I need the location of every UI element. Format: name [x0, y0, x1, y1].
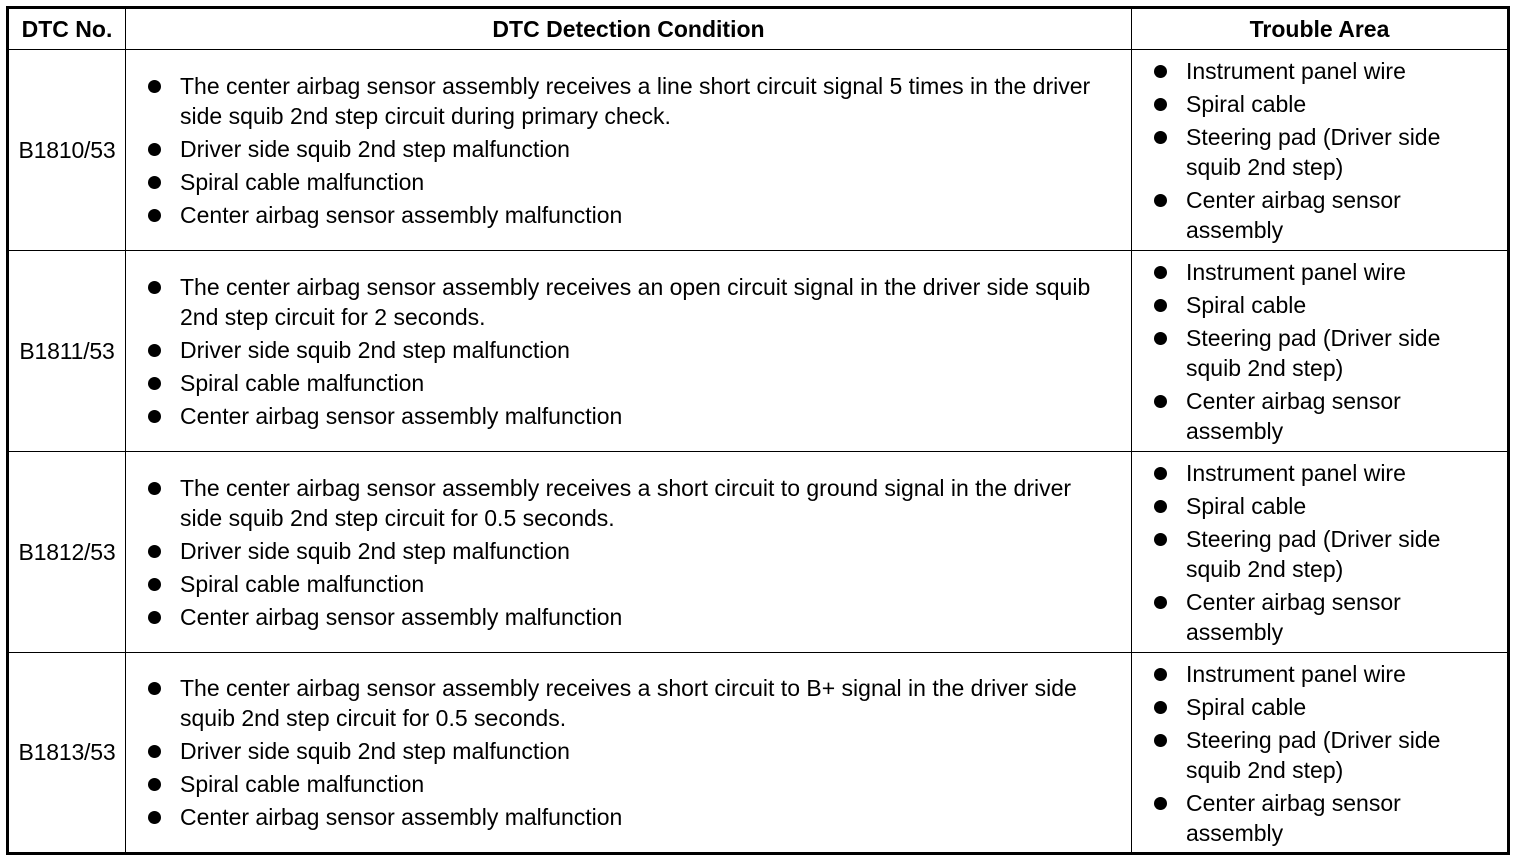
condition-item-text: Driver side squib 2nd step malfunction	[180, 738, 570, 764]
condition-item-text: Spiral cable malfunction	[180, 168, 425, 195]
condition-item-text: The center airbag sensor assembly receives a line short circuit signal 5 times in the driver side squib 2nd step circuit during primary check.	[180, 72, 1091, 129]
trouble-area-item-text: Instrument panel wire	[1186, 58, 1406, 84]
bullet-icon	[1154, 797, 1167, 810]
bullet-icon	[1154, 500, 1167, 513]
condition-item	[148, 335, 1117, 365]
table-row	[8, 653, 1509, 854]
condition-item-text: Spiral cable malfunction	[180, 570, 425, 597]
bullet-icon	[148, 410, 161, 423]
dtc-code-cell: B1810/53	[8, 50, 126, 251]
bullet-icon	[148, 176, 161, 189]
bullet-icon	[148, 143, 161, 156]
condition-item-text: Center airbag sensor assembly malfunction	[180, 804, 623, 830]
bullet-icon	[148, 545, 161, 558]
condition-item	[148, 368, 1117, 398]
trouble-area-item	[1154, 185, 1497, 245]
trouble-area-cell-list	[1154, 56, 1497, 245]
condition-item-text: Driver side squib 2nd step malfunction	[180, 135, 570, 162]
trouble-area-cell	[1132, 251, 1509, 452]
dtc-code-cell: B1813/53	[8, 653, 126, 854]
trouble-area-item-text: Instrument panel wire	[1186, 259, 1406, 285]
detection-condition-cell	[126, 653, 1132, 854]
condition-item-text: Driver side squib 2nd step malfunction	[180, 336, 570, 363]
bullet-icon	[148, 80, 161, 93]
trouble-area-item	[1154, 788, 1497, 848]
trouble-area-item	[1154, 587, 1497, 647]
trouble-area-item	[1154, 89, 1497, 119]
trouble-area-item	[1154, 458, 1497, 488]
trouble-area-item	[1154, 386, 1497, 446]
trouble-area-cell	[1132, 50, 1509, 251]
bullet-icon	[148, 377, 161, 390]
condition-item	[148, 71, 1117, 131]
bullet-icon	[1154, 266, 1167, 279]
table-body	[8, 50, 1509, 854]
trouble-area-item-text: Instrument panel wire	[1186, 460, 1406, 486]
condition-item-text: The center airbag sensor assembly receives an open circuit signal in the driver side squib 2nd step circuit for 2 seconds.	[180, 273, 1091, 330]
bullet-icon	[148, 811, 161, 824]
condition-item	[148, 401, 1117, 431]
condition-item-text: The center airbag sensor assembly receives a short circuit to ground signal in the driver side squib 2nd step circuit for 0.5 seconds.	[180, 474, 1072, 531]
trouble-area-item-text: Steering pad (Driver side squib 2nd step)	[1186, 124, 1441, 180]
condition-item	[148, 134, 1117, 164]
table-row	[8, 251, 1509, 452]
trouble-area-item-text: Steering pad (Driver side squib 2nd step)	[1186, 325, 1441, 381]
trouble-area-item-text: Center airbag sensor assembly	[1186, 790, 1401, 846]
trouble-area-item	[1154, 524, 1497, 584]
bullet-icon	[148, 281, 161, 294]
bullet-icon	[1154, 596, 1167, 609]
trouble-area-item	[1154, 257, 1497, 287]
condition-item	[148, 769, 1117, 799]
header-dtc-no: DTC No.	[8, 8, 126, 50]
condition-item	[148, 200, 1117, 230]
trouble-area-item	[1154, 725, 1497, 785]
detection-condition-cell-list	[148, 473, 1117, 632]
dtc-table	[6, 6, 1510, 855]
bullet-icon	[148, 778, 161, 791]
trouble-area-cell-list	[1154, 458, 1497, 647]
detection-condition-cell	[126, 251, 1132, 452]
trouble-area-item	[1154, 56, 1497, 86]
trouble-area-item	[1154, 122, 1497, 182]
trouble-area-cell	[1132, 653, 1509, 854]
trouble-area-item-text: Spiral cable	[1186, 493, 1307, 519]
condition-item-text: Spiral cable malfunction	[180, 771, 425, 797]
trouble-area-item-text: Spiral cable	[1186, 292, 1307, 318]
condition-item	[148, 473, 1117, 533]
table-header	[8, 8, 1509, 50]
trouble-area-item-text: Spiral cable	[1186, 694, 1307, 720]
trouble-area-item	[1154, 491, 1497, 521]
table-row	[8, 50, 1509, 251]
bullet-icon	[1154, 332, 1167, 345]
condition-item	[148, 602, 1117, 632]
bullet-icon	[1154, 98, 1167, 111]
bullet-icon	[1154, 395, 1167, 408]
bullet-icon	[1154, 467, 1167, 480]
bullet-icon	[1154, 701, 1167, 714]
trouble-area-item-text: Instrument panel wire	[1186, 661, 1406, 687]
bullet-icon	[1154, 668, 1167, 681]
condition-item	[148, 536, 1117, 566]
header-detection-condition: DTC Detection Condition	[126, 8, 1132, 50]
condition-item-text: Center airbag sensor assembly malfunction	[180, 603, 623, 630]
detection-condition-cell-list	[148, 673, 1117, 832]
trouble-area-item	[1154, 692, 1497, 722]
condition-item-text: Center airbag sensor assembly malfunction	[180, 201, 623, 228]
detection-condition-cell	[126, 452, 1132, 653]
trouble-area-cell-list	[1154, 257, 1497, 446]
bullet-icon	[1154, 194, 1167, 207]
condition-item-text: Center airbag sensor assembly malfunction	[180, 402, 623, 429]
dtc-code-cell: B1812/53	[8, 452, 126, 653]
trouble-area-cell-list	[1154, 659, 1497, 848]
condition-item	[148, 167, 1117, 197]
condition-item-text: Spiral cable malfunction	[180, 369, 425, 396]
bullet-icon	[1154, 131, 1167, 144]
bullet-icon	[148, 682, 161, 695]
bullet-icon	[148, 611, 161, 624]
header-trouble-area: Trouble Area	[1132, 8, 1509, 50]
table-row	[8, 452, 1509, 653]
condition-item-text: Driver side squib 2nd step malfunction	[180, 537, 570, 564]
trouble-area-item-text: Spiral cable	[1186, 91, 1307, 117]
bullet-icon	[1154, 734, 1167, 747]
bullet-icon	[1154, 65, 1167, 78]
trouble-area-item	[1154, 290, 1497, 320]
detection-condition-cell-list	[148, 71, 1117, 230]
condition-item	[148, 673, 1117, 733]
trouble-area-item-text: Center airbag sensor assembly	[1186, 388, 1401, 444]
bullet-icon	[1154, 299, 1167, 312]
bullet-icon	[1154, 533, 1167, 546]
trouble-area-item	[1154, 659, 1497, 689]
trouble-area-item-text: Steering pad (Driver side squib 2nd step)	[1186, 727, 1441, 783]
condition-item	[148, 736, 1117, 766]
trouble-area-item-text: Center airbag sensor assembly	[1186, 589, 1401, 645]
bullet-icon	[148, 482, 161, 495]
condition-item	[148, 569, 1117, 599]
dtc-code-cell: B1811/53	[8, 251, 126, 452]
trouble-area-item-text: Steering pad (Driver side squib 2nd step)	[1186, 526, 1441, 582]
bullet-icon	[148, 578, 161, 591]
detection-condition-cell	[126, 50, 1132, 251]
trouble-area-item	[1154, 323, 1497, 383]
condition-item	[148, 272, 1117, 332]
trouble-area-item-text: Center airbag sensor assembly	[1186, 187, 1401, 243]
header-row	[8, 8, 1509, 50]
condition-item-text: The center airbag sensor assembly receives a short circuit to B+ signal in the driver side squib 2nd step circuit for 0.5 seconds.	[180, 675, 1077, 731]
detection-condition-cell-list	[148, 272, 1117, 431]
trouble-area-cell	[1132, 452, 1509, 653]
bullet-icon	[148, 209, 161, 222]
bullet-icon	[148, 344, 161, 357]
condition-item	[148, 802, 1117, 832]
bullet-icon	[148, 745, 161, 758]
